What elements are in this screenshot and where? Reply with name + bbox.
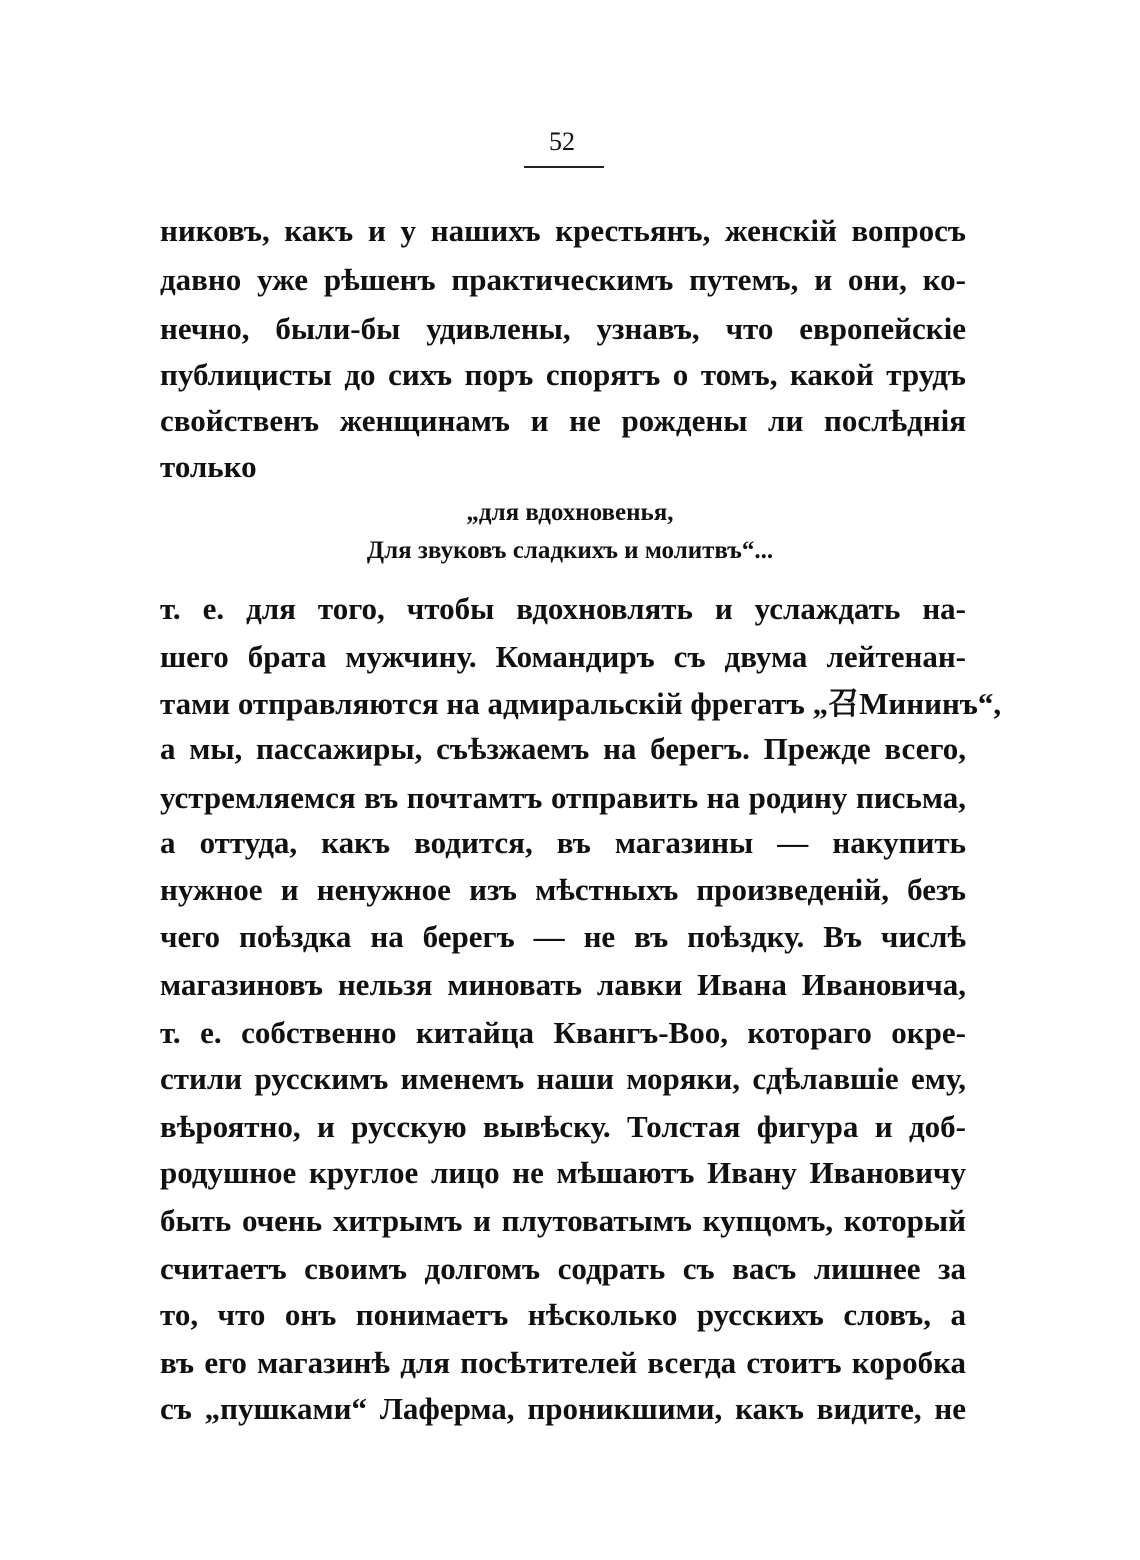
text-line: устремляемся въ почтамтъ отправить на родину письма, [160, 780, 966, 815]
text-line: шего брата мужчину. Командиръ съ двума лейтенан- [160, 639, 966, 674]
header-rule [524, 166, 604, 168]
text-line: считаетъ своимъ долгомъ содрать съ васъ лишнее за [160, 1251, 966, 1286]
text-line: т. е. собственно китайца Квангъ-Воо, котораго окре- [160, 1015, 966, 1050]
text-line: вѣроятно, и русскую вывѣску. Толстая фигура и доб- [160, 1109, 966, 1144]
text-line: то, что онъ понимаетъ нѣсколько русскихъ словъ, а [160, 1297, 966, 1332]
text-line: нужное и ненужное изъ мѣстныхъ произведеній, безъ [160, 872, 966, 907]
text-line: только [160, 449, 257, 484]
text-line: родушное круглое лицо не мѣшаютъ Ивану Ивановичу [160, 1155, 966, 1190]
text-line: никовъ, какъ и у нашихъ крестьянъ, женскій вопросъ [160, 213, 966, 248]
text-line: свойственъ женщинамъ и не рождены ли послѣднія [160, 403, 966, 438]
text-line: т. е. для того, чтобы вдохновлять и услаждать на- [160, 591, 966, 626]
verse-line: „для вдохновенья, [466, 499, 674, 526]
verse-line: Для звуковъ сладкихъ и молитвъ“... [366, 537, 774, 564]
text-line: магазиновъ нельзя миновать лавки Ивана Ивановича, [160, 967, 966, 1002]
text-line: тами отправляются на адмиральскій фрегатъ „召Мининъ“, [160, 686, 1002, 721]
text-line: давно уже рѣшенъ практическимъ путемъ, и они, ко- [160, 262, 966, 297]
text-line: публицисты до сихъ поръ спорятъ о томъ, какой трудъ [160, 357, 966, 392]
text-line: стили русскимъ именемъ наши моряки, сдѣлавшіе ему, [160, 1061, 966, 1096]
text-line: быть очень хитрымъ и плутоватымъ купцомъ, который [160, 1203, 966, 1238]
text-line: чего поѣздка на берегъ — не въ поѣздку. Въ числѣ [160, 919, 966, 954]
text-line: а оттуда, какъ водится, въ магазины — накупить [160, 825, 966, 860]
text-line: въ его магазинѣ для посѣтителей всегда стоитъ коробка [160, 1345, 966, 1380]
text-line: нечно, были-бы удивлены, узнавъ, что европейскіе [160, 311, 966, 346]
page-number: 52 [549, 127, 575, 156]
text-line: а мы, пассажиры, съѣзжаемъ на берегъ. Прежде всего, [160, 731, 966, 766]
text-line: съ „пушками“ Лаферма, проникшими, какъ видите, не [160, 1391, 966, 1426]
